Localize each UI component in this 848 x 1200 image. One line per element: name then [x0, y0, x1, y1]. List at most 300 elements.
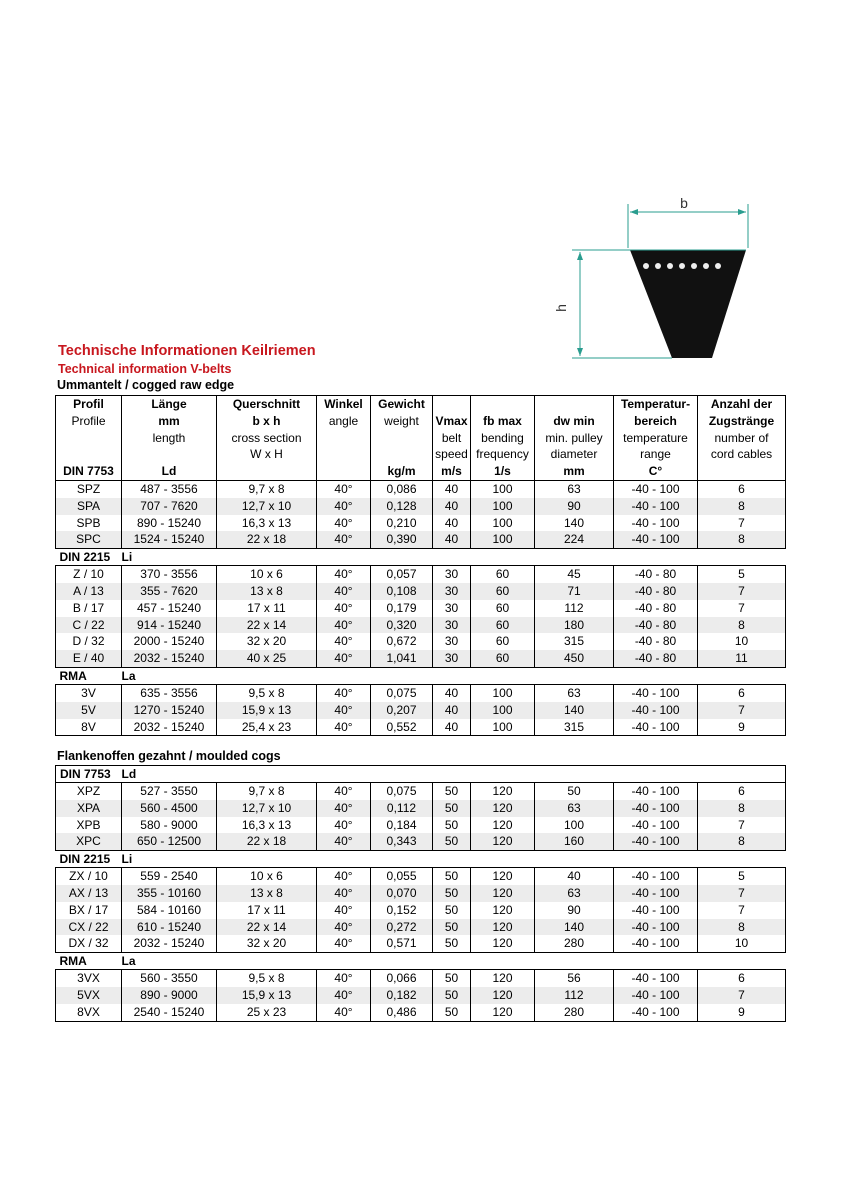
header-cell: Temperatur- [614, 396, 698, 413]
table-cell: DX / 32 [56, 935, 122, 952]
header-cell: b x h [217, 413, 317, 430]
table-cell: 7 [698, 515, 786, 532]
table-cell: 16,3 x 13 [217, 515, 317, 532]
header-cell: diameter [535, 446, 614, 463]
table-cell [217, 549, 317, 566]
table-cell: 30 [433, 600, 471, 617]
table-cell: 50 [433, 817, 471, 834]
table-cell: 450 [535, 650, 614, 667]
table-cell: 100 [471, 719, 535, 736]
table-cell: C / 22 [56, 617, 122, 634]
header-cell: min. pulley [535, 430, 614, 447]
table-cell: 120 [471, 833, 535, 850]
table-cell [698, 549, 786, 566]
table-cell: 0,066 [371, 970, 433, 987]
table-cell: 40 [433, 498, 471, 515]
table-cell: 140 [535, 919, 614, 936]
table-cell: 890 - 15240 [122, 515, 217, 532]
table-cell: 370 - 3556 [122, 566, 217, 583]
table-cell: 7 [698, 902, 786, 919]
header-cell: range [614, 446, 698, 463]
table-cell: 0,672 [371, 633, 433, 650]
table-cell: 40° [317, 1004, 371, 1021]
table-cell: 40 [433, 480, 471, 497]
table-cell: SPZ [56, 480, 122, 497]
table-cell: 40 x 25 [217, 650, 317, 667]
table-moulded-cogs [55, 765, 786, 1022]
table-cell: 9 [698, 719, 786, 736]
header-cell: DIN 7753 [56, 463, 122, 480]
table-cell: 12,7 x 10 [217, 498, 317, 515]
table-cell: 7 [698, 817, 786, 834]
table-cell: XPB [56, 817, 122, 834]
table-cell: 100 [535, 817, 614, 834]
group-header-row [56, 953, 786, 970]
table-cell: 32 x 20 [217, 935, 317, 952]
header-cell: Zugstränge [698, 413, 786, 430]
table-row [56, 800, 786, 817]
table-cell: 22 x 14 [217, 617, 317, 634]
table-cell: 71 [535, 583, 614, 600]
table-cell: 0,179 [371, 600, 433, 617]
table-cell [535, 549, 614, 566]
header-cell: W x H [217, 446, 317, 463]
table-cell: SPC [56, 531, 122, 548]
header-cell: number of [698, 430, 786, 447]
table-cell: 8 [698, 531, 786, 548]
table-cell [614, 549, 698, 566]
table-cell: 45 [535, 566, 614, 583]
table-cell [217, 851, 317, 868]
table-cell [433, 766, 471, 783]
header-cell [317, 446, 371, 463]
table-cell: 30 [433, 650, 471, 667]
header-cell: belt [433, 430, 471, 447]
table-cell: 13 x 8 [217, 885, 317, 902]
table-cell: 0,112 [371, 800, 433, 817]
table-cell: 40 [535, 868, 614, 885]
table-cell: 63 [535, 800, 614, 817]
table-row [56, 783, 786, 800]
table-cell [698, 766, 786, 783]
table-cell [698, 667, 786, 684]
table-row [56, 885, 786, 902]
table-cell: 22 x 18 [217, 531, 317, 548]
table-cell: -40 - 100 [614, 702, 698, 719]
header-cell: Winkel [317, 396, 371, 413]
table-cell: 8 [698, 919, 786, 936]
table-cell: 487 - 3556 [122, 480, 217, 497]
table-cell: XPA [56, 800, 122, 817]
table-cell: 650 - 12500 [122, 833, 217, 850]
table-cell: 0,207 [371, 702, 433, 719]
table-cell [471, 851, 535, 868]
table-row [56, 919, 786, 936]
table-cell: 40 [433, 531, 471, 548]
table-cell: 2032 - 15240 [122, 719, 217, 736]
table-cell: 8 [698, 800, 786, 817]
table-cell: 0,057 [371, 566, 433, 583]
table-cell: -40 - 100 [614, 783, 698, 800]
table-cell: 40° [317, 919, 371, 936]
table-cell: 25 x 23 [217, 1004, 317, 1021]
table-cell [371, 667, 433, 684]
table-row [56, 719, 786, 736]
table-cell [371, 766, 433, 783]
table-cell: 60 [471, 583, 535, 600]
table-cell: 0,075 [371, 783, 433, 800]
table-cell [433, 953, 471, 970]
section-cogged-raw-edge: Ummantelt / cogged raw edge [57, 378, 235, 392]
table-cell: 914 - 15240 [122, 617, 217, 634]
header-cell [317, 430, 371, 447]
table-cell: 40° [317, 480, 371, 497]
table-cell: 90 [535, 902, 614, 919]
table-row [56, 650, 786, 667]
group-header-row [56, 667, 786, 684]
table-row [56, 684, 786, 701]
header-cell: Anzahl der [698, 396, 786, 413]
table-cell [317, 851, 371, 868]
table-cell: 40° [317, 833, 371, 850]
table-cell: 50 [433, 885, 471, 902]
header-cell [433, 396, 471, 413]
group-standard-label: DIN 2215 [59, 550, 111, 565]
table-cell: 315 [535, 719, 614, 736]
table-cell: 17 x 11 [217, 600, 317, 617]
table-cell [217, 667, 317, 684]
table-cell [614, 953, 698, 970]
table-cell: 40° [317, 783, 371, 800]
table-cell: 527 - 3550 [122, 783, 217, 800]
table-cell: 6 [698, 480, 786, 497]
table-cell: 160 [535, 833, 614, 850]
header-cell: temperature [614, 430, 698, 447]
table-cell [317, 766, 371, 783]
table-cell: 40° [317, 650, 371, 667]
table-cell: 0,152 [371, 902, 433, 919]
header-row [56, 430, 786, 447]
table-cell: 5 [698, 868, 786, 885]
table-cell: 40° [317, 817, 371, 834]
table-cell: 707 - 7620 [122, 498, 217, 515]
header-cell: bending [471, 430, 535, 447]
table-cogged-raw-edge [55, 395, 786, 736]
table-cell [471, 667, 535, 684]
table-cell: 355 - 10160 [122, 885, 217, 902]
table-cell: -40 - 100 [614, 531, 698, 548]
table-cell: 0,086 [371, 480, 433, 497]
table-cell: 40° [317, 902, 371, 919]
table-cell: 40° [317, 617, 371, 634]
table-row [56, 817, 786, 834]
header-cell: frequency [471, 446, 535, 463]
group-length-label: Li [121, 852, 133, 867]
table-cell: 457 - 15240 [122, 600, 217, 617]
table-cell: 10 [698, 633, 786, 650]
table-cell: 100 [471, 684, 535, 701]
table-row [56, 480, 786, 497]
table-row [56, 935, 786, 952]
table-cell: 120 [471, 783, 535, 800]
group-standard-label: RMA [59, 668, 87, 683]
table-cell: 0,320 [371, 617, 433, 634]
table-cell [614, 667, 698, 684]
table-cell: -40 - 100 [614, 987, 698, 1004]
table-cell: 0,055 [371, 868, 433, 885]
header-cell [217, 463, 317, 480]
table-cell [317, 953, 371, 970]
header-cell: mm [122, 413, 217, 430]
table-cell: 2032 - 15240 [122, 650, 217, 667]
table-cell: -40 - 100 [614, 817, 698, 834]
group-length-label: Li [121, 550, 133, 565]
header-row [56, 413, 786, 430]
table-cell: 560 - 4500 [122, 800, 217, 817]
table-cell: 50 [433, 1004, 471, 1021]
table-cell: 559 - 2540 [122, 868, 217, 885]
table-cell: 50 [433, 919, 471, 936]
table-cell [317, 549, 371, 566]
table-cell [371, 953, 433, 970]
header-cell [122, 446, 217, 463]
table-cell: XPC [56, 833, 122, 850]
table-cell [698, 851, 786, 868]
table-cell: 355 - 7620 [122, 583, 217, 600]
table-cell [471, 953, 535, 970]
table-cell [433, 851, 471, 868]
table-cell [433, 549, 471, 566]
header-cell [317, 463, 371, 480]
table-cell: 9,5 x 8 [217, 970, 317, 987]
table-cell [371, 851, 433, 868]
table-cell: 30 [433, 583, 471, 600]
table-cell: 11 [698, 650, 786, 667]
table-cell: 40° [317, 583, 371, 600]
table-cell: 120 [471, 885, 535, 902]
group-header-row [56, 851, 786, 868]
table-cell: 30 [433, 617, 471, 634]
table-cell: 140 [535, 702, 614, 719]
table-cell: -40 - 100 [614, 480, 698, 497]
table-cell: 13 x 8 [217, 583, 317, 600]
table-cell: 60 [471, 650, 535, 667]
table-cell: 610 - 15240 [122, 919, 217, 936]
table-cell: 8V [56, 719, 122, 736]
table-row [56, 902, 786, 919]
header-cell: Ld [122, 463, 217, 480]
table-cell: 0,184 [371, 817, 433, 834]
table-cell: 890 - 9000 [122, 987, 217, 1004]
group-standard-label: RMA [59, 954, 87, 969]
table-cell: -40 - 100 [614, 684, 698, 701]
table-cell: 40° [317, 702, 371, 719]
table-cell [471, 549, 535, 566]
header-cell: 1/s [471, 463, 535, 480]
table-cell: -40 - 100 [614, 833, 698, 850]
table-cell: 60 [471, 633, 535, 650]
header-cell: cross section [217, 430, 317, 447]
table-cell: 8 [698, 833, 786, 850]
header-cell [371, 430, 433, 447]
table-row [56, 531, 786, 548]
table-cell: 40 [433, 515, 471, 532]
table-cell: 2000 - 15240 [122, 633, 217, 650]
table-cell: 15,9 x 13 [217, 987, 317, 1004]
table-cell: 40° [317, 800, 371, 817]
table-cell: 7 [698, 600, 786, 617]
table-cell: D / 32 [56, 633, 122, 650]
header-cell: Profile [56, 413, 122, 430]
table-header [56, 396, 786, 481]
table-cell: 50 [433, 833, 471, 850]
header-cell: Gewicht [371, 396, 433, 413]
table-cell: -40 - 100 [614, 719, 698, 736]
table-cell [535, 851, 614, 868]
table-cell [535, 766, 614, 783]
table-cell [217, 766, 317, 783]
header-cell: weight [371, 413, 433, 430]
table-row [56, 987, 786, 1004]
header-cell: cord cables [698, 446, 786, 463]
table-cell: 100 [471, 702, 535, 719]
table-cell: 6 [698, 783, 786, 800]
table-cell: -40 - 80 [614, 583, 698, 600]
table-cell: 40 [433, 719, 471, 736]
table-cell: 22 x 18 [217, 833, 317, 850]
table-cell: 560 - 3550 [122, 970, 217, 987]
header-cell [56, 446, 122, 463]
header-cell [56, 430, 122, 447]
header-row [56, 396, 786, 413]
v-belt-cross-section-diagram [552, 190, 762, 370]
table-cell [614, 851, 698, 868]
table-cell: 40° [317, 515, 371, 532]
table-cell: ZX / 10 [56, 868, 122, 885]
table-cell: -40 - 100 [614, 498, 698, 515]
table-cell: 0,272 [371, 919, 433, 936]
table-cell [535, 953, 614, 970]
header-cell: kg/m [371, 463, 433, 480]
table-row [56, 498, 786, 515]
header-cell: m/s [433, 463, 471, 480]
table-cell: 50 [433, 970, 471, 987]
table-cell: -40 - 100 [614, 515, 698, 532]
table-cell: 315 [535, 633, 614, 650]
table-cell: -40 - 100 [614, 935, 698, 952]
table-cell: 0,070 [371, 885, 433, 902]
title-german: Technische Informationen Keilriemen [58, 343, 316, 359]
table-cell: 40° [317, 885, 371, 902]
table-row [56, 633, 786, 650]
table-cell: -40 - 80 [614, 600, 698, 617]
table-cell: 120 [471, 970, 535, 987]
table-cell: 40° [317, 868, 371, 885]
table-cell: 2540 - 15240 [122, 1004, 217, 1021]
table-cell: 140 [535, 515, 614, 532]
table-cell: 120 [471, 935, 535, 952]
title-english: Technical information V-belts [58, 362, 232, 376]
table-row [56, 583, 786, 600]
table-cell: 40° [317, 498, 371, 515]
table-cell: -40 - 100 [614, 970, 698, 987]
table-cell: -40 - 80 [614, 633, 698, 650]
table-cell: 15,9 x 13 [217, 702, 317, 719]
header-cell: dw min [535, 413, 614, 430]
table-cell: 56 [535, 970, 614, 987]
header-cell: Vmax [433, 413, 471, 430]
table-cell [698, 953, 786, 970]
table-cell: 60 [471, 600, 535, 617]
table-cell: 8 [698, 498, 786, 515]
table-cell: 584 - 10160 [122, 902, 217, 919]
group-length-label: Ld [122, 766, 217, 783]
header-cell [698, 463, 786, 480]
table-cell [317, 667, 371, 684]
table-cell: -40 - 100 [614, 1004, 698, 1021]
table-cell [614, 766, 698, 783]
table-cell: 5V [56, 702, 122, 719]
table-row [56, 515, 786, 532]
table-cell: 0,486 [371, 1004, 433, 1021]
table-cell: 50 [433, 987, 471, 1004]
header-cell: length [122, 430, 217, 447]
table-cell: 0,075 [371, 684, 433, 701]
table-cell: CX / 22 [56, 919, 122, 936]
table-cell: 50 [433, 783, 471, 800]
table-cell: 50 [433, 868, 471, 885]
table-cell: 63 [535, 480, 614, 497]
table-cell: 63 [535, 885, 614, 902]
table-cell [433, 667, 471, 684]
table-cell: 180 [535, 617, 614, 634]
header-cell: mm [535, 463, 614, 480]
header-row [56, 463, 786, 480]
table-cell [535, 667, 614, 684]
table-cell: 0,210 [371, 515, 433, 532]
table-cell: 40° [317, 970, 371, 987]
header-cell: Querschnitt [217, 396, 317, 413]
table-cell: 3VX [56, 970, 122, 987]
table-cell: 1,041 [371, 650, 433, 667]
table-cell: 7 [698, 987, 786, 1004]
table-cell [471, 766, 535, 783]
table-cell: 1270 - 15240 [122, 702, 217, 719]
table-cell [217, 953, 317, 970]
header-cell [471, 396, 535, 413]
table-cell: 120 [471, 817, 535, 834]
table-cell: 10 [698, 935, 786, 952]
table-cell: 0,343 [371, 833, 433, 850]
table-cell: 0,571 [371, 935, 433, 952]
table-cell: 50 [433, 800, 471, 817]
header-cell: speed [433, 446, 471, 463]
table-cell: -40 - 100 [614, 868, 698, 885]
table-cell: 635 - 3556 [122, 684, 217, 701]
table-row [56, 617, 786, 634]
table-cell: -40 - 100 [614, 902, 698, 919]
table-cell: Z / 10 [56, 566, 122, 583]
table-cell: 90 [535, 498, 614, 515]
table-cell: 40° [317, 600, 371, 617]
table-cell: 0,390 [371, 531, 433, 548]
table-cell: 40° [317, 719, 371, 736]
table-cell: A / 13 [56, 583, 122, 600]
table-cell: 25,4 x 23 [217, 719, 317, 736]
table-cell: 9 [698, 1004, 786, 1021]
section-moulded-cogs: Flankenoffen gezahnt / moulded cogs [57, 749, 281, 763]
group-standard-label: DIN 7753 [56, 766, 122, 783]
